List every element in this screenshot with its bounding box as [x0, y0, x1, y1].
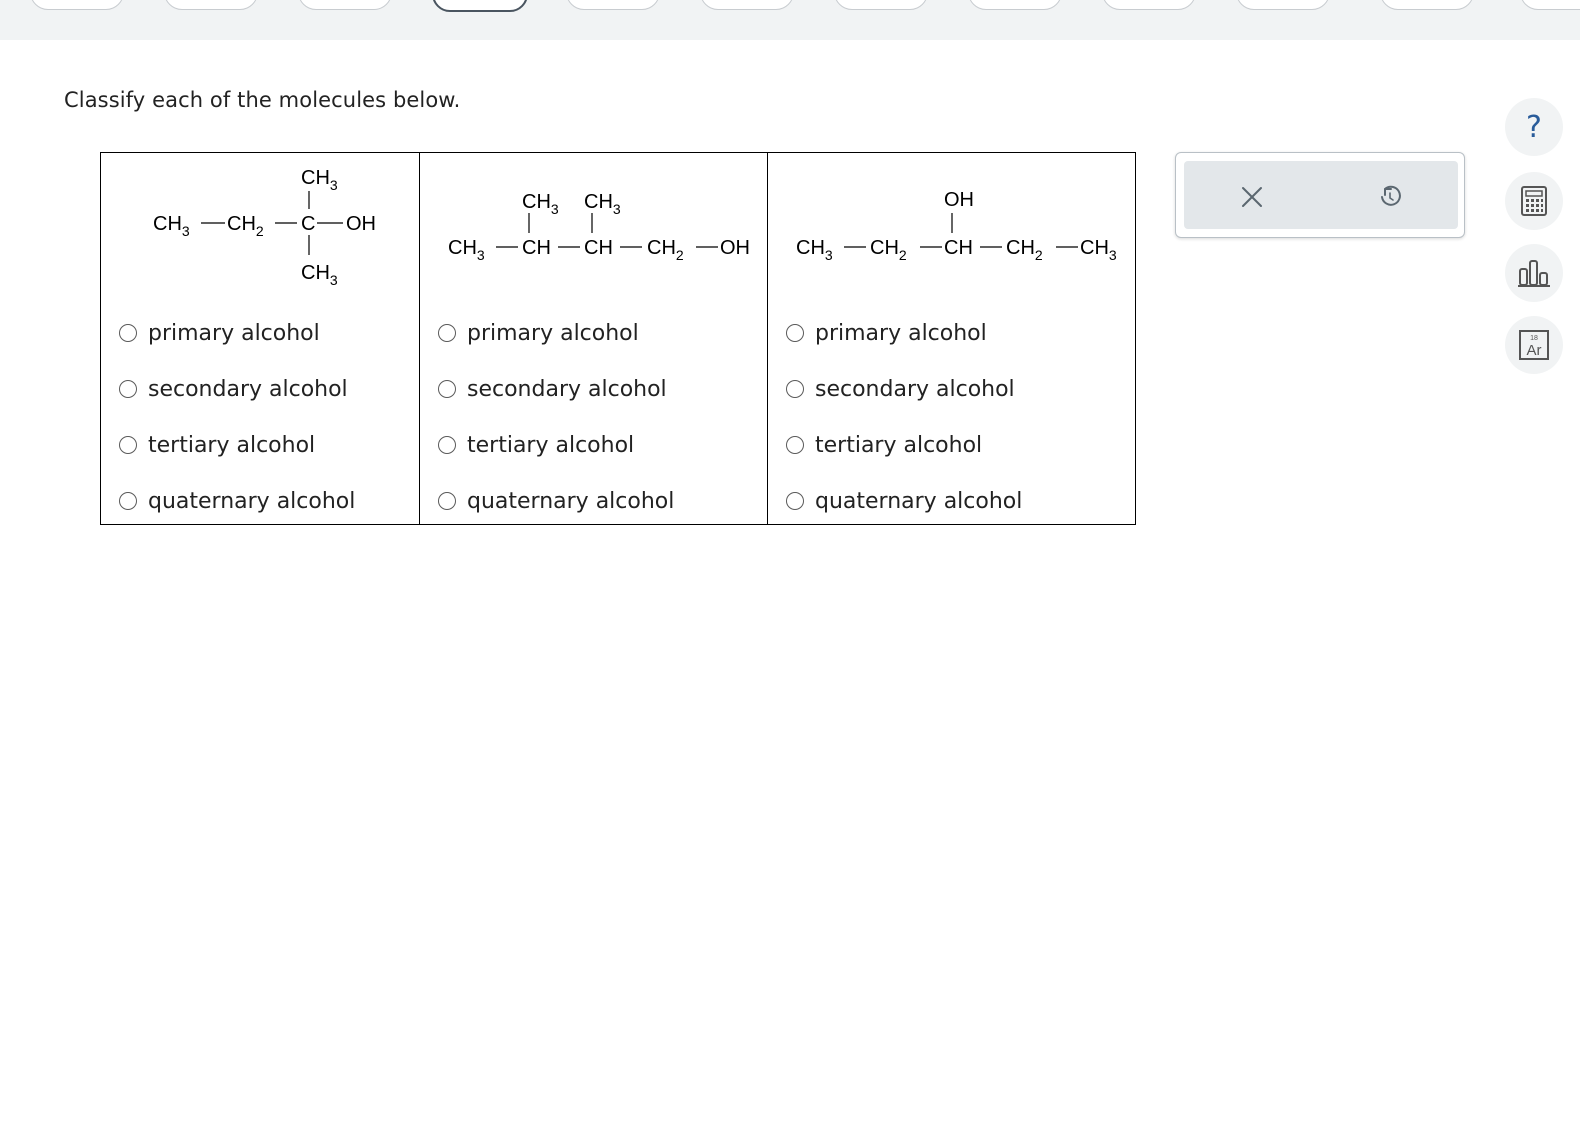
- formula-subscript: 3: [181, 223, 190, 239]
- formula-subscript: 2: [1034, 247, 1043, 263]
- chain-group-4: $CH_2$: [647, 237, 684, 263]
- option-primary-alcohol[interactable]: [786, 305, 1022, 361]
- option-tertiary-alcohol[interactable]: [119, 417, 355, 473]
- question-nav-pill[interactable]: [298, 0, 392, 10]
- calculator-icon: [1520, 185, 1548, 217]
- periodic-table-icon: [1518, 329, 1550, 361]
- chain-group-2: CH: [522, 237, 551, 259]
- formula-subscript: 3: [329, 272, 338, 288]
- structural-formula-3: [768, 153, 1135, 303]
- molecule-table: [100, 152, 1136, 525]
- molecule-1-drawing: [101, 153, 419, 303]
- option-label: tertiary alcohol: [815, 432, 983, 458]
- reset-button[interactable]: [1376, 183, 1404, 211]
- question-nav-pill[interactable]: [566, 0, 660, 10]
- question-nav-pill[interactable]: [1236, 0, 1330, 10]
- substituent-top-2: $CH_3$: [584, 191, 621, 217]
- option-quaternary-alcohol[interactable]: [119, 473, 355, 529]
- chain-group-1: $CH_3$: [796, 237, 833, 263]
- question-nav-pill-current[interactable]: [432, 0, 528, 12]
- periodic-table-button[interactable]: [1505, 316, 1563, 374]
- option-quaternary-alcohol[interactable]: [786, 473, 1022, 529]
- toolbox-panel: [1184, 161, 1458, 229]
- chain-group-4: $CH_2$: [1006, 237, 1043, 263]
- help-icon: ?: [1526, 109, 1542, 145]
- formula-subscript: 3: [1108, 247, 1117, 263]
- molecule-cell-2: [419, 153, 767, 524]
- chain-group-3: CH: [944, 237, 973, 259]
- radio-button[interactable]: [438, 436, 456, 454]
- substituent-top: OH: [944, 189, 974, 211]
- molecule-3-drawing: [768, 153, 1136, 303]
- answer-options-3: [786, 305, 1022, 529]
- chain-group-3: CH: [584, 237, 613, 259]
- radio-button[interactable]: [119, 492, 137, 510]
- bar-chart-icon: [1517, 257, 1551, 289]
- radio-button[interactable]: [119, 436, 137, 454]
- radio-button[interactable]: [438, 324, 456, 342]
- question-nav-pill[interactable]: [1102, 0, 1196, 10]
- chain-group-4: OH: [346, 213, 376, 235]
- question-nav-pill[interactable]: [164, 0, 258, 10]
- option-label: primary alcohol: [815, 320, 987, 346]
- top-navigation-bar: [0, 0, 1580, 40]
- radio-button[interactable]: [119, 324, 137, 342]
- option-label: quaternary alcohol: [148, 488, 356, 514]
- svg-text:Ar: Ar: [1526, 342, 1542, 359]
- option-quaternary-alcohol[interactable]: [438, 473, 674, 529]
- undo-icon: [1377, 184, 1403, 210]
- chain-group-5: OH: [720, 237, 750, 259]
- radio-button[interactable]: [786, 492, 804, 510]
- structural-formula-2: [420, 153, 767, 303]
- radio-button[interactable]: [438, 380, 456, 398]
- formula-subscript: 3: [824, 247, 833, 263]
- radio-button[interactable]: [119, 380, 137, 398]
- radio-button[interactable]: [786, 436, 804, 454]
- option-secondary-alcohol[interactable]: [119, 361, 355, 417]
- chain-group-2: $CH_2$: [227, 213, 264, 239]
- option-primary-alcohol[interactable]: [438, 305, 674, 361]
- molecule-2-drawing: [420, 153, 768, 303]
- substituent-top-1: $CH_3$: [522, 191, 559, 217]
- answer-options-1: [119, 305, 355, 529]
- option-label: secondary alcohol: [148, 376, 348, 402]
- svg-text:18: 18: [1530, 335, 1538, 342]
- formula-subscript: 3: [329, 177, 338, 193]
- option-label: tertiary alcohol: [467, 432, 635, 458]
- option-label: tertiary alcohol: [148, 432, 316, 458]
- question-nav-pill[interactable]: [968, 0, 1062, 10]
- question-nav-pill[interactable]: [700, 0, 794, 10]
- formula-subscript: 2: [675, 247, 684, 263]
- option-label: quaternary alcohol: [815, 488, 1023, 514]
- formula-subscript: 3: [550, 201, 559, 217]
- option-secondary-alcohol[interactable]: [438, 361, 674, 417]
- formula-subscript: 3: [476, 247, 485, 263]
- option-secondary-alcohol[interactable]: [786, 361, 1022, 417]
- calculator-button[interactable]: [1505, 172, 1563, 230]
- formula-subscript: 3: [612, 201, 621, 217]
- option-primary-alcohol[interactable]: [119, 305, 355, 361]
- clear-button[interactable]: [1238, 183, 1266, 211]
- molecule-cell-1: [101, 153, 419, 524]
- chain-group-1: $CH_3$: [448, 237, 485, 263]
- question-prompt: Classify each of the molecules below.: [64, 88, 461, 112]
- radio-button[interactable]: [438, 492, 456, 510]
- answer-options-2: [438, 305, 674, 529]
- answer-toolbox: [1175, 152, 1465, 238]
- option-tertiary-alcohol[interactable]: [786, 417, 1022, 473]
- question-nav-pill[interactable]: [1520, 0, 1580, 10]
- chain-group-2: $CH_2$: [870, 237, 907, 263]
- radio-button[interactable]: [786, 324, 804, 342]
- chain-group-3: C: [301, 213, 316, 235]
- option-label: quaternary alcohol: [467, 488, 675, 514]
- question-nav-pill[interactable]: [1380, 0, 1474, 10]
- option-label: primary alcohol: [467, 320, 639, 346]
- question-nav-pill[interactable]: [30, 0, 124, 10]
- data-chart-button[interactable]: [1505, 244, 1563, 302]
- chain-group-5: $CH_3$: [1080, 237, 1117, 263]
- chain-group-1: $CH_3$: [153, 213, 190, 239]
- option-label: primary alcohol: [148, 320, 320, 346]
- option-tertiary-alcohol[interactable]: [438, 417, 674, 473]
- structural-formula-1: [101, 153, 419, 303]
- substituent-bottom: $CH_3$: [301, 262, 338, 288]
- formula-subscript: 2: [255, 223, 264, 239]
- radio-button[interactable]: [786, 380, 804, 398]
- close-icon: [1240, 185, 1264, 209]
- molecule-cell-3: [767, 153, 1135, 524]
- substituent-top: $CH_3$: [301, 167, 338, 193]
- help-button[interactable]: [1505, 98, 1563, 156]
- question-nav-pill[interactable]: [834, 0, 928, 10]
- option-label: secondary alcohol: [815, 376, 1015, 402]
- formula-subscript: 2: [898, 247, 907, 263]
- option-label: secondary alcohol: [467, 376, 667, 402]
